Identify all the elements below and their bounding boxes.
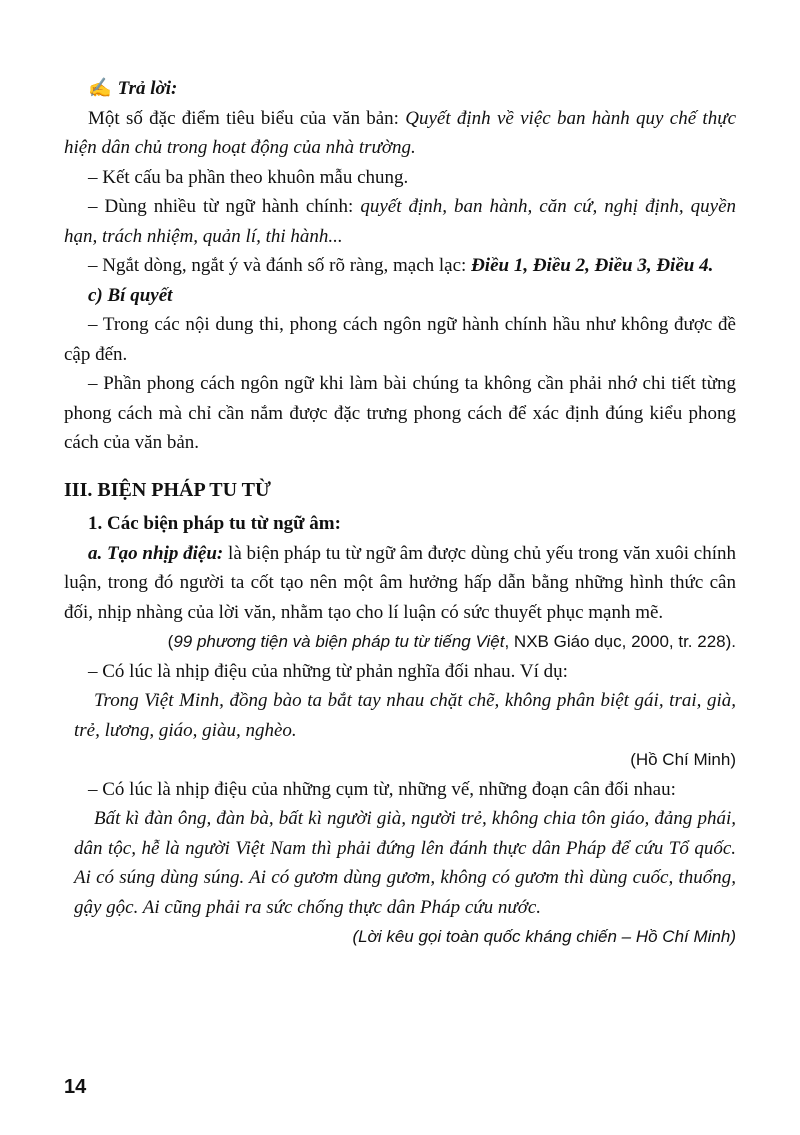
- quote-1: Trong Việt Minh, đồng bào ta bắt tay nhau chặt chẽ, không phân biệt gái, trai, già, trẻ, lương, giáo, giàu, nghèo.: [74, 690, 736, 741]
- source-citation-1: (99 phương tiện và biện pháp tu từ tiếng Việt, NXB Giáo dục, 2000, tr. 228).: [167, 632, 736, 651]
- answer-label: Trả lời:: [117, 78, 178, 99]
- answer-heading: [64, 74, 736, 104]
- page-content: [64, 74, 736, 952]
- tips-paragraph-1: – Trong các nội dung thi, phong cách ngôn ngữ hành chính hầu như không được đề cập đến.: [64, 314, 736, 365]
- tips-title: c) Bí quyết: [88, 284, 173, 306]
- rhythm-example-intro-1: – Có lúc là nhịp điệu của những từ phản nghĩa đối nhau. Ví dụ:: [88, 660, 568, 682]
- quote-2-source: (Lời kêu gọi toàn quốc kháng chiến – Hồ Chí Minh): [352, 927, 736, 946]
- section-title: III. BIỆN PHÁP TU TỪ: [64, 478, 271, 501]
- subsection-title: 1. Các biện pháp tu từ ngữ âm:: [88, 513, 341, 534]
- quote-2: Bất kì đàn ông, đàn bà, bất kì người già, người trẻ, không chia tôn giáo, đảng phái, dân tộc, hễ là người Việt Nam thì phải đứng lên đánh thực dân Pháp để cứu Tổ quốc. Ai có súng dùng súng. Ai có gươm dùng gươm, không có gươm thì dùng cuốc, thuổng, gậy gộc. Ai cũng phải ra sức chống thực dân Pháp cứu nước.: [74, 808, 736, 918]
- answer-intro: Một số đặc điểm tiêu biểu của văn bản: Quyết định về việc ban hành quy chế thực hiện dân chủ trong hoạt động của nhà trường.: [64, 107, 736, 158]
- answer-point-3: – Ngắt dòng, ngắt ý và đánh số rõ ràng, mạch lạc: Điều 1, Điều 2, Điều 3, Điều 4.: [88, 255, 714, 276]
- rhythm-definition: a. Tạo nhịp điệu: là biện pháp tu từ ngữ âm được dùng chủ yếu trong văn xuôi chính luận, trong đó người ta cốt tạo nên một âm hưởng hấp dẫn bằng những hình thức cân đối, nhịp nhàng của lời văn, nhằm tạo cho lí luận có sức thuyết phục mạnh mẽ.: [64, 542, 736, 623]
- page-number: 14: [64, 1076, 87, 1098]
- quote-1-author: (Hồ Chí Minh): [630, 750, 736, 769]
- answer-point-1: – Kết cấu ba phần theo khuôn mẫu chung.: [88, 166, 409, 188]
- tips-paragraph-2: – Phần phong cách ngôn ngữ khi làm bài chúng ta không cần phải nhớ chi tiết từng phong cách mà chỉ cần nắm được đặc trưng phong cách để xác định đúng kiểu phong cách của văn bản.: [64, 373, 736, 453]
- rhythm-example-intro-2: – Có lúc là nhịp điệu của những cụm từ, những vế, những đoạn cân đối nhau:: [88, 778, 676, 800]
- answer-point-2: – Dùng nhiều từ ngữ hành chính: quyết định, ban hành, căn cứ, nghị định, quyền hạn, trách nhiệm, quản lí, thi hành...: [64, 196, 737, 247]
- pen-icon: ✍: [88, 78, 112, 99]
